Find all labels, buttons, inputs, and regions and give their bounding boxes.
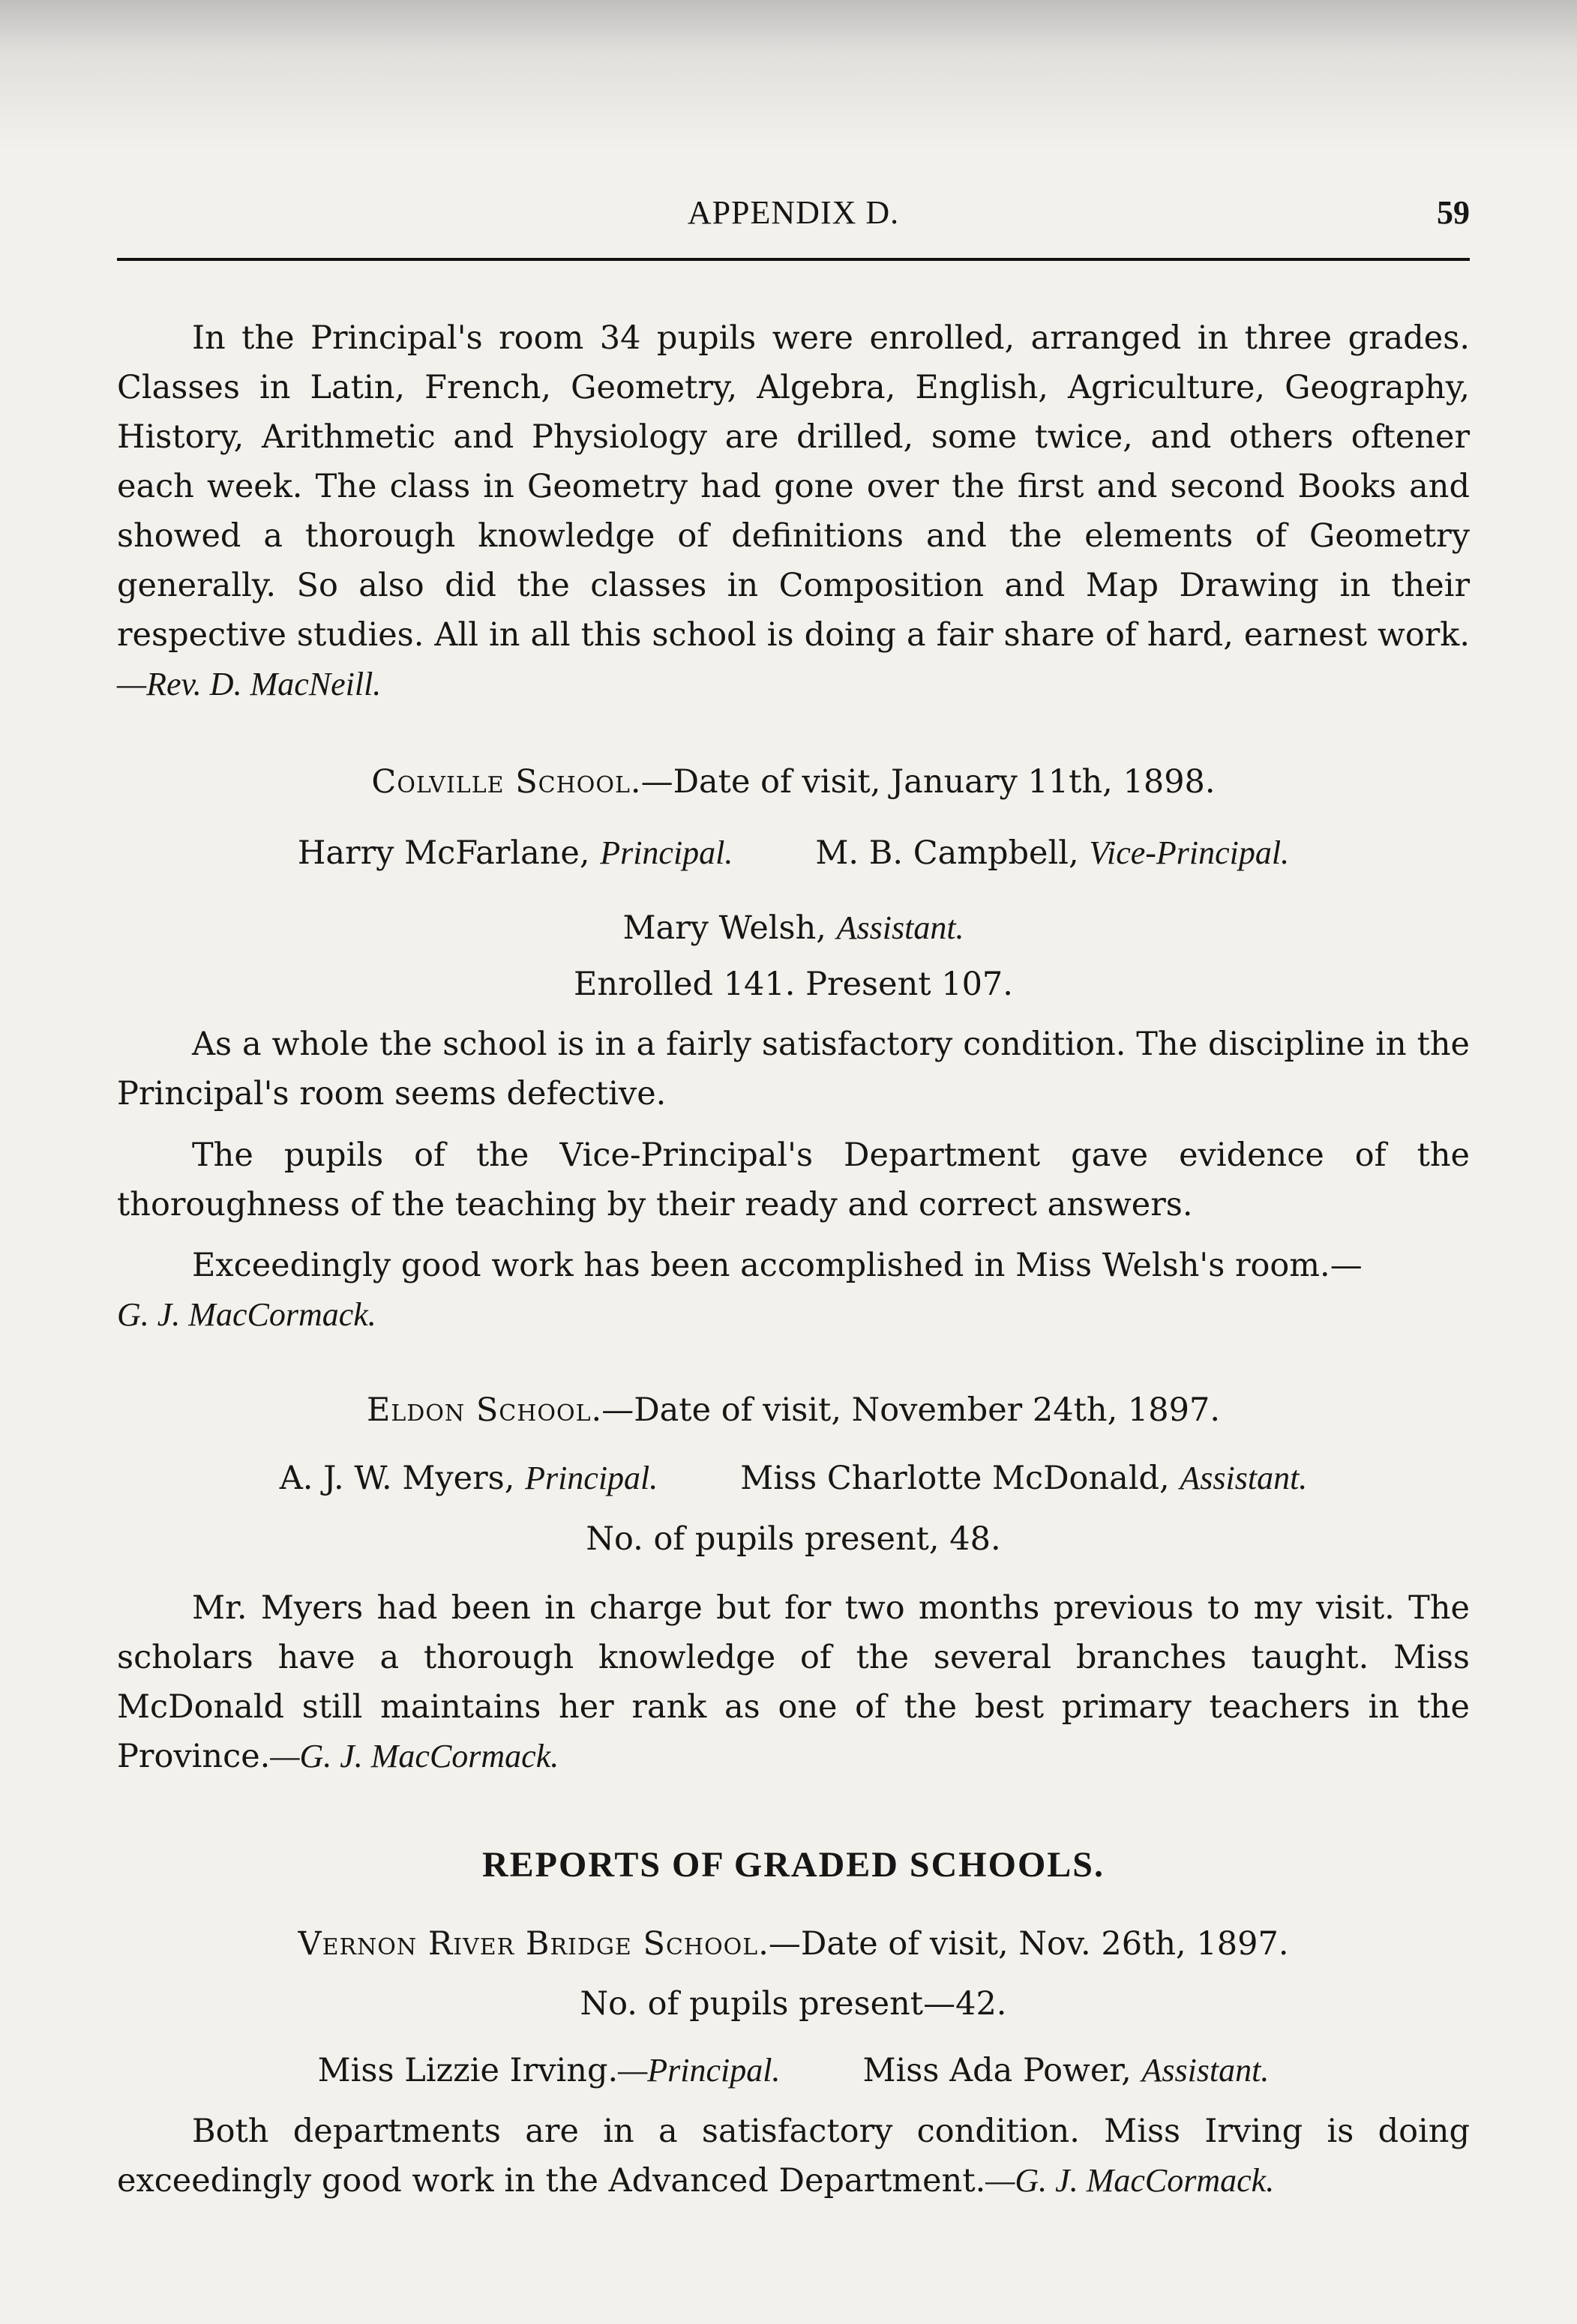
signature: —G. J. MacCormack. xyxy=(985,2162,1275,2199)
paragraph-text: Mr. Myers had been in charge but for two months previous to my visit. The scholars have a thorough knowledge of the several branches taught. Miss McDonald still maintains her rank as one of the best primary teachers in the Province. xyxy=(117,1589,1470,1775)
assistant-entry xyxy=(862,2051,1269,2089)
assistant-name: Mary Welsh, xyxy=(622,909,837,947)
paragraph-text: In the Principal's room 34 pupils were enrolled, arranged in three grades. Classes in Latin, French, Geometry, Algebra, English, Agriculture, Geography, History, Arithmetic and Physiology are drilled, some twice, and others oftener each week. The class in Geometry had gone over the first and second Books and showed a thorough knowledge of definitions and the elements of Geometry generally. So also did the classes in Composition and Map Drawing in their respective studies. All in all this school is doing a fair share of hard, earnest work. xyxy=(117,319,1470,654)
principal-entry xyxy=(318,2051,781,2089)
running-header xyxy=(117,193,1470,238)
school-name: Colville School xyxy=(371,763,631,801)
vernon-heading xyxy=(117,1919,1470,1969)
principal-name: A. J. W. Myers, xyxy=(279,1460,526,1497)
colville-assistant xyxy=(117,903,1470,953)
colville-enrolment: Enrolled 141. Present 107. xyxy=(574,966,1013,1003)
vice-principal-role: Vice-Principal. xyxy=(1089,834,1290,871)
assistant-name: Miss Charlotte McDonald, xyxy=(740,1460,1180,1497)
assistant-name: Miss Ada Power, xyxy=(862,2052,1142,2089)
assistant-role: Assistant. xyxy=(836,909,964,946)
principal-role: Principal. xyxy=(600,834,733,871)
visit-date: .—Date of visit, November 24th, 1897. xyxy=(591,1391,1221,1429)
signature: G. J. MacCormack. xyxy=(117,1296,376,1333)
page-number: 59 xyxy=(1437,194,1470,231)
principal-room-paragraph xyxy=(117,313,1470,709)
vice-principal-entry xyxy=(815,834,1289,872)
paragraph-text: Exceedingly good work has been accomplished in Miss Welsh's room.— xyxy=(192,1247,1363,1284)
vernon-pupils: No. of pupils present—42. xyxy=(580,1985,1007,2023)
visit-date: .—Date of visit, January 11th, 1898. xyxy=(630,763,1216,801)
signature: —G. J. MacCormack. xyxy=(270,1738,559,1774)
paragraph-text: Both departments are in a satisfactory condition. Miss Irving is doing exceedingly good work in the Advanced Department. xyxy=(117,2113,1470,2200)
header-rule xyxy=(117,258,1470,261)
colville-staff-row xyxy=(117,834,1470,872)
visit-date: .—Date of visit, Nov. 26th, 1897. xyxy=(758,1925,1289,1963)
vernon-paragraph xyxy=(117,2107,1470,2206)
eldon-pupils: No. of pupils present, 48. xyxy=(586,1520,1001,1558)
colville-heading xyxy=(117,757,1470,807)
assistant-entry xyxy=(740,1459,1307,1497)
eldon-staff-row xyxy=(117,1459,1470,1497)
colville-paragraph-2: The pupils of the Vice-Principal's Department gave evidence of the thoroughness of the teaching by their ready and correct answers. xyxy=(117,1137,1470,1223)
colville-paragraph-3 xyxy=(117,1241,1470,1340)
vernon-staff-row xyxy=(117,2051,1470,2089)
signature: —Rev. D. MacNeill. xyxy=(117,666,382,702)
school-name: Vernon River Bridge School xyxy=(298,1925,759,1963)
eldon-paragraph xyxy=(117,1583,1470,1781)
eldon-heading xyxy=(117,1385,1470,1435)
scan-shading xyxy=(0,0,1577,150)
running-title: APPENDIX D. xyxy=(687,194,900,231)
graded-schools-heading: REPORTS OF GRADED SCHOOLS. xyxy=(482,1845,1105,1885)
principal-name: Harry McFarlane, xyxy=(297,834,601,872)
school-name: Eldon School xyxy=(366,1391,592,1429)
colville-paragraph-1: As a whole the school is in a fairly satisfactory condition. The discipline in the Principal's room seems defective. xyxy=(117,1026,1470,1113)
principal-role: Principal. xyxy=(525,1460,658,1496)
vice-principal-name: M. B. Campbell, xyxy=(815,834,1090,872)
assistant-role: Assistant. xyxy=(1141,2052,1270,2089)
principal-entry xyxy=(298,834,733,872)
principal-role: —Principal. xyxy=(618,2052,781,2089)
assistant-role: Assistant. xyxy=(1180,1460,1308,1496)
principal-name: Miss Lizzie Irving. xyxy=(317,2052,619,2089)
principal-entry xyxy=(280,1459,658,1497)
